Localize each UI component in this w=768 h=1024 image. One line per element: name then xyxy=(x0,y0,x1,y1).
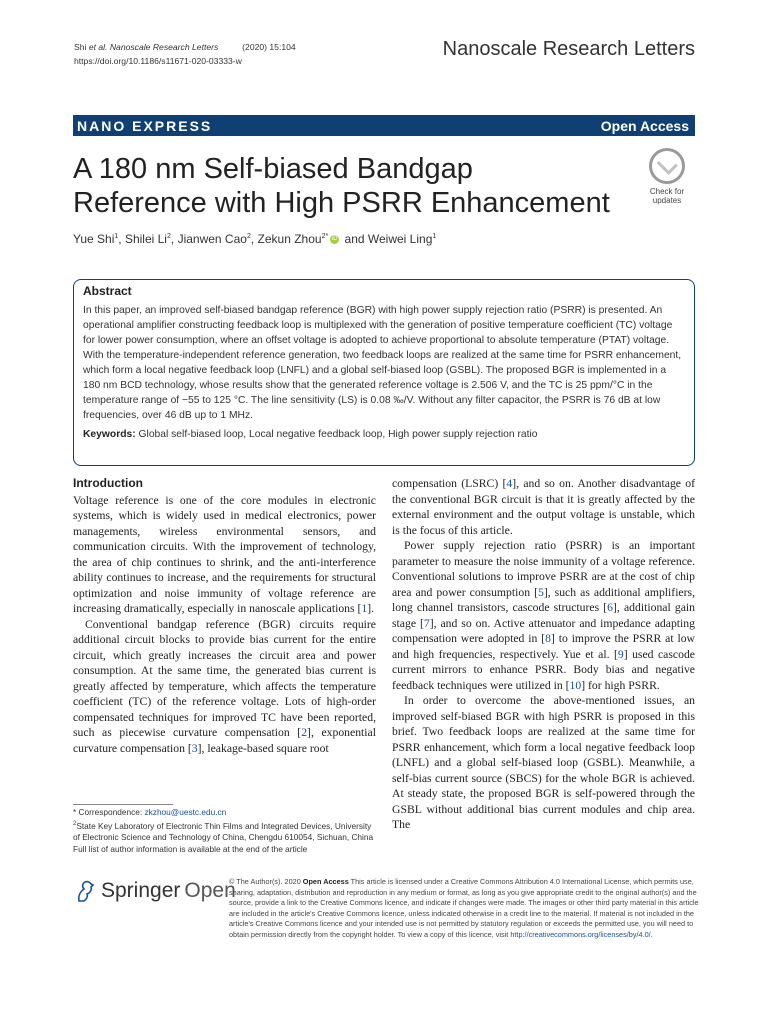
author[interactable]: and Weiwei Ling xyxy=(344,232,433,246)
paragraph-text: ]. xyxy=(367,602,375,615)
correspondence xyxy=(73,807,376,819)
author-info-note: Full list of author information is available at the end of the article xyxy=(73,843,308,854)
citation-link[interactable]: 2 xyxy=(301,726,308,739)
license-text: . xyxy=(650,929,653,939)
paragraph-text: Voltage reference is one of the core modules in electronic systems, which is widely used in medical electronics, power managements, wireless environmental sensors, and communication circuits. With the improvement of technology, the area of chip continues to shrink, and the anti-interference ability continues to increase, and the requirements for structural optimization and noise immunity of voltage reference are increasing dramatically, especially in nanoscale applications [ xyxy=(73,493,376,615)
citation-link[interactable]: 4 xyxy=(506,477,513,490)
affiliation-sup: 2 xyxy=(73,820,77,827)
license-text: This article is licensed under a Creative Commons Attribution 4.0 International License, which permits use, sharing, adaptation, distribution and reproduction in any medium or format, as long as you give appropriate credit to the original author(s) and the source, provide a link to the Creative Commons licence, and indicate if changes were made. The images or other third party material in this article are included in the article's Creative Commons licence, unless indicated otherwise in a credit line to the material. If material is not included in the article's Creative Commons licence and your intended use is not permitted by statutory regulation or exceeds the permitted use, you will need to obtain permission directly from the copyright holder. To view a copy of this licence, visit xyxy=(229,877,699,939)
paragraph xyxy=(73,617,376,757)
footnote xyxy=(73,807,376,855)
citation-journal: Nanoscale Research Letters xyxy=(109,42,219,52)
author-affiliation: 2 xyxy=(166,233,171,240)
footnote-divider xyxy=(73,804,173,805)
paragraph xyxy=(392,476,695,538)
springer-horse-icon xyxy=(75,879,95,903)
paragraph-text: ], and so on. Active attenuator and impedance adapting compensation were adopted in [ xyxy=(392,616,695,645)
body-column-left xyxy=(73,476,376,756)
license-statement xyxy=(229,877,699,941)
paragraph-text: ], such as additional amplifiers, long channel transistors, cascode structures [ xyxy=(392,585,695,614)
keywords-label: Keywords: xyxy=(83,429,136,440)
section-label: NANO EXPRESS xyxy=(77,117,213,134)
paragraph: In order to overcome the above-mentioned issues, an improved self-biased BGR with high PSRR is proposed in this brief. Two feedback loops are realized at the same time for PSRR enhancement, which form a local negative feedback loop (LNFL) and a global self-biased loop (GSBL). Meanwhile, a self-bias current source (SBCS) for the whole BGR is achieved. At steady state, the proposed BGR is self-powered through the GSBL without additional bias current modules and chip area. The xyxy=(392,694,695,831)
paragraph-text: ], leakage-based square root xyxy=(197,741,329,755)
springer-open-logo xyxy=(75,879,236,903)
citation-link[interactable]: 9 xyxy=(617,647,624,661)
introduction-heading: Introduction xyxy=(73,476,143,490)
body-column-right xyxy=(392,476,695,833)
abstract-text: In this paper, an improved self-biased bandgap reference (BGR) with high power supply rejection ratio (PSRR) is presented. An operational amplifier constructing feedback loop is multiplexed with the generation of positive temperature coefficient (TC) voltage for lower power consumption, where an offset voltage is adopted to achieve proportional to absolute temperature (PTAT) voltage. With the temperature-independent reference generation, two feedback loops are realized at the same time for PSRR enhancement, which form a local negative feedback loop (LNFL) and a global self-biased loop (GSBL). The proposed BGR is implemented in a 180 nm BCD technology, whose results show that the generated reference voltage is 2.506 V, and the TC is 25 ppm/°C in the temperature range of −55 to 125 °C. The line sensitivity (LS) is 0.08 ‰/V. Without any filter capacitor, the PSRR is 76 dB at low frequencies, over 46 dB up to 1 MHz. xyxy=(83,305,682,421)
author[interactable]: Jianwen Cao xyxy=(177,232,247,246)
license-link[interactable]: http://creativecommons.org/licenses/by/4.0/ xyxy=(510,929,651,939)
correspondence-email[interactable]: zkzhou@uestc.edu.cn xyxy=(144,807,227,817)
section-banner xyxy=(73,115,695,136)
license-text: © The Author(s). 2020 xyxy=(229,877,303,886)
citation-line xyxy=(74,40,296,54)
publisher-name: Springer xyxy=(101,879,181,902)
orcid-icon[interactable]: iD xyxy=(331,236,338,243)
paragraph-text: ] for high PSRR. xyxy=(581,678,660,692)
license-open-access: Open Access xyxy=(302,877,349,886)
springer-wordmark xyxy=(101,879,236,903)
badge-line-1: Check for xyxy=(649,187,685,196)
open-access-label: Open Access xyxy=(600,117,689,134)
paragraph-text: compensation (LSRC) [ xyxy=(392,477,507,490)
paragraph-text: ] to improve the PSRR at low and high frequencies, respectively. Yue et al. [ xyxy=(392,632,695,661)
paragraph-text: ] used cascode current mirrors to enhance PSRR. Body bias and negative feedback techniques were utilized in [ xyxy=(392,647,695,692)
paragraph-text: ], and so on. Another disadvantage of the conventional BGR circuit is that it is greatly affected by the external environment and the output voltage is unstable, which is the focus of this article. xyxy=(392,477,696,537)
citation-link[interactable]: 1 xyxy=(361,602,368,615)
paragraph xyxy=(73,493,376,617)
affiliation-text: State Key Laboratory of Electronic Thin Films and Integrated Devices, University of Electronic Science and Technology of China, Chengdu 610054, Sichuan, China xyxy=(73,820,374,842)
citation-link[interactable]: 8 xyxy=(545,632,551,645)
check-updates-icon xyxy=(649,148,685,184)
citation-year: (2020) 15:104 xyxy=(242,42,296,52)
running-header xyxy=(74,40,296,68)
author-list: Yue Shi$^1$, Shilei Li$^2$, Jianwen Cao$^2$, Zekun Zhou$^{2*}$ iD and Weiwei Ling$^1$ xyxy=(73,232,437,246)
publisher-open: Open xyxy=(184,879,236,902)
citation-etal: et al. xyxy=(88,42,108,52)
author-affiliation: 2 xyxy=(246,233,251,240)
paragraph-text: Conventional bandgap reference (BGR) circuits require additional circuit blocks to provide bias current for the entire circuit, which greatly increases the circuit area and power consumption. At the same time, the generated bias current is greatly affected by temperature, which affects the temperature coefficient (TC) of the reference voltage. Lots of high-order compensated techniques for improved TC have been reported, such as piecewise curvature compensation [ xyxy=(73,617,376,739)
abstract-box xyxy=(73,279,695,466)
paragraph-text: Power supply rejection ratio (PSRR) is an important parameter to measure the noise immunity of a voltage reference. Conventional solutions to improve PSRR are at the cost of chip area and power consumption [ xyxy=(392,539,695,599)
citation-link[interactable]: 10 xyxy=(569,678,582,692)
author-affiliation: 1 xyxy=(432,233,437,240)
author[interactable]: Yue Shi xyxy=(73,232,115,246)
affiliation xyxy=(73,819,376,844)
keywords xyxy=(83,429,684,440)
journal-name: Nanoscale Research Letters xyxy=(442,38,695,60)
badge-line-2: updates xyxy=(652,196,682,205)
citation-link[interactable]: 3 xyxy=(191,741,198,755)
citation-link[interactable]: 5 xyxy=(537,585,544,599)
abstract-heading: Abstract xyxy=(83,284,132,298)
author[interactable]: Shilei Li xyxy=(124,232,167,246)
author-affiliation: 1 xyxy=(114,233,119,240)
paragraph xyxy=(392,538,695,693)
article-title: A 180 nm Self-biased Bandgap Reference with High PSRR Enhancement xyxy=(73,153,610,219)
citation-link[interactable]: 6 xyxy=(607,601,614,614)
correspondence-label: * Correspondence: xyxy=(73,807,143,817)
author[interactable]: Zekun Zhou xyxy=(257,232,322,246)
citation-authors: Shi xyxy=(74,42,87,52)
badge-text xyxy=(642,187,692,205)
citation-link[interactable]: 7 xyxy=(423,616,430,630)
author-affiliation: 2* xyxy=(321,233,329,240)
paragraph-text: ], additional gain stage [ xyxy=(392,601,695,630)
paragraph-text: ], exponential curvature compensation [ xyxy=(73,726,376,755)
keywords-text: Global self-biased loop, Local negative feedback loop, High power supply rejection ratio xyxy=(138,429,538,440)
doi-link[interactable]: https://doi.org/10.1186/s11671-020-03333-w xyxy=(74,56,242,66)
check-for-updates-badge[interactable] xyxy=(642,148,692,205)
